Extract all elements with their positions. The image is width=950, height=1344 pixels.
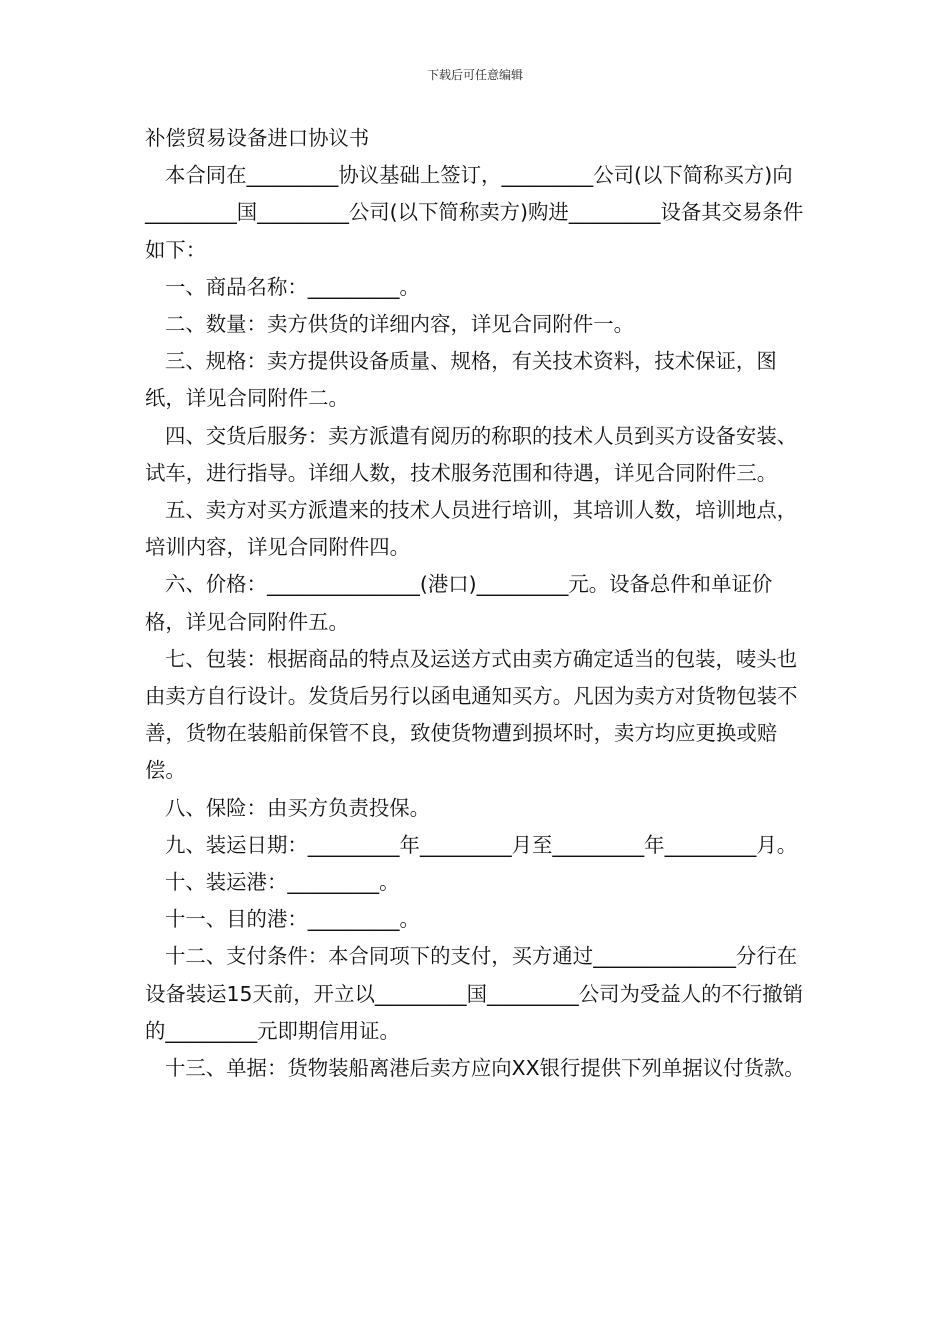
paragraph-intro: 本合同在_________协议基础上签订，_________公司(以下简称买方)向_________国_________公司(以下简称卖方)购进_________设备其交易条件如下： [145, 163, 804, 262]
clause-10-port-of-shipment: 十、装运港：_________。 [165, 870, 400, 895]
clause-2-quantity: 二、数量：卖方供货的详细内容，详见合同附件一。 [165, 312, 634, 337]
clause-9-shipment-date: 九、装运日期：_________年_________月至_________年_________月。 [165, 832, 798, 857]
clause-13-documents: 十三、单据：货物装船离港后卖方应向XX银行提供下列单据议付货款。 [165, 1056, 805, 1081]
clause-7-packaging: 七、包装：根据商品的特点及运送方式由卖方确定适当的包装，唛头也由卖方自行设计。发货后另行以函电通知买方。凡因为卖方对货物包装不善，货物在装船前保管不良，致使货物遭到损坏时，卖方均应更换或赔偿。 [145, 646, 798, 783]
document-title: 补偿贸易设备进口协议书 [145, 126, 370, 150]
document-body [145, 120, 809, 1087]
clause-4-after-delivery-service: 四、交货后服务：卖方派遣有阅历的称职的技术人员到买方设备安装、试车，进行指导。详细人数，技术服务范围和待遇，详见合同附件三。 [145, 423, 798, 485]
clause-11-port-of-destination: 十一、目的港：_________。 [165, 907, 420, 932]
clause-1-product-name: 一、商品名称：_________。 [165, 274, 420, 299]
clause-6-price: 六、价格：_______________(港口)_________元。设备总件和单证价格，详见合同附件五。 [145, 572, 773, 634]
page-header: 下载后可任意编辑 [426, 68, 523, 82]
clause-5-training: 五、卖方对买方派遣来的技术人员进行培训，其培训人数，培训地点，培训内容，详见合同附件四。 [145, 498, 798, 560]
clause-3-specification: 三、规格：卖方提供设备质量、规格，有关技术资料，技术保证，图纸，详见合同附件二。 [145, 349, 777, 411]
clause-8-insurance: 八、保险：由买方负责投保。 [165, 795, 431, 820]
clause-12-payment-terms: 十二、支付条件：本合同项下的支付，买方通过______________分行在设备装运15天前，开立以_________国_________公司为受益人的不行撤销的_________元即期信用证。 [145, 944, 804, 1043]
